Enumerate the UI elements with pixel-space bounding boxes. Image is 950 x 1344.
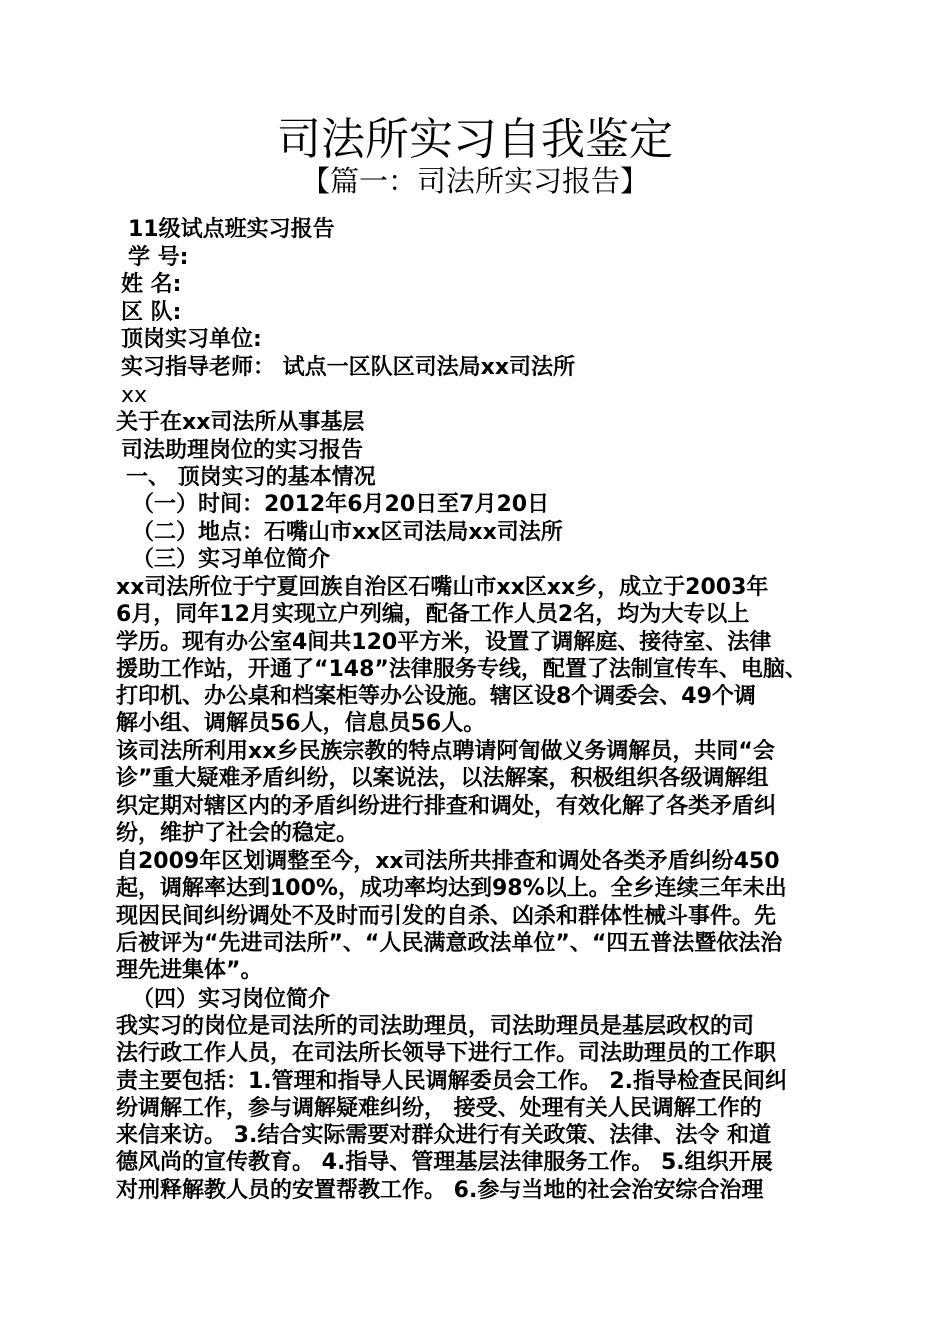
paragraph-line: 责主要包括：1.管理和指导人民调解委员会工作。 2.指导检查民间纠 [116, 1068, 787, 1094]
paragraph-line: 6月，同年12月实现立户列编，配备工作人员2名，均为大专以上 [116, 602, 750, 628]
paragraph-line: 打印机、办公桌和档案柜等办公设施。辖区设8个调委会、49个调 [116, 684, 756, 710]
paragraph-line: 学历。现有办公室4间共120平方米，设置了调解庭、接待室、法律 [116, 629, 772, 655]
paragraph-line: xx司法所位于宁夏回族自治区石嘴山市xx区xx乡，成立于2003年 [116, 575, 769, 600]
paragraph-line: 该司法所利用xx乡民族宗教的特点聘请阿訇做义务调解员，共同“会 [116, 739, 775, 764]
item-location: （二）地点：石嘴山市xx区司法局xx司法所 [132, 520, 563, 545]
paragraph-mediation [116, 738, 838, 847]
paragraph-line: 起，调解率达到100%，成功率均达到98%以上。全乡连续三年未出 [116, 876, 787, 902]
header-line-class: 11级试点班实习报告 [128, 217, 335, 242]
paragraph-line: 自2009年区划调整至今，xx司法所共排查和调处各类矛盾纠纷450 [116, 849, 780, 874]
header-line-student-id: 学 号: [128, 245, 189, 270]
document-subtitle: 【篇一：司法所实习报告】 [300, 164, 649, 198]
paragraph-line: 织定期对辖区内的矛盾纠纷进行排查和调处，有效化解了各类矛盾纠 [116, 793, 777, 819]
paragraph-line: 来信来访。 3.结合实际需要对群众进行有关政策、法律、法令 和道 [116, 1123, 771, 1149]
section-heading-1: 一、 顶岗实习的基本情况 [126, 465, 376, 490]
paragraph-line: 解小组、调解员56人，信息员56人。 [116, 711, 486, 737]
paragraph-line: 纷调解工作，参与调解疑难纠纷， 接受、处理有关人民调解工作的 [116, 1095, 762, 1121]
header-line-unit: 顶岗实习单位: [121, 327, 262, 352]
header-line-team: 区 队: [121, 300, 182, 325]
report-heading-line1: 关于在xx司法所从事基层 [116, 410, 365, 435]
paragraph-line: 德风尚的宣传教育。 4.指导、管理基层法律服务工作。 5.组织开展 [116, 1150, 773, 1176]
paragraph-line: 后被评为“先进司法所”、“人民满意政法单位”、“四五普法暨依法治 [116, 930, 783, 956]
paragraph-line: 纷，维护了社会的稳定。 [116, 820, 359, 846]
paragraph-position [116, 1013, 838, 1204]
paragraph-line: 诊”重大疑难矛盾纠纷，以案说法，以法解案，积极组织各级调解组 [116, 766, 769, 792]
paragraph-unit-intro [116, 574, 838, 738]
paragraph-line: 对刑释解教人员的安置帮教工作。 6.参与当地的社会治安综合治理 [116, 1177, 764, 1203]
header-line-xx: xx [121, 383, 148, 408]
item-position-intro: （四）实习岗位简介 [132, 987, 331, 1012]
item-unit-intro: （三）实习单位简介 [132, 547, 331, 572]
header-line-advisor: 实习指导老师： 试点一区队区司法局xx司法所 [121, 355, 576, 380]
paragraph-line: 理先进集体”。 [116, 958, 263, 984]
report-heading-line2: 司法助理岗位的实习报告 [121, 438, 364, 463]
item-time: （一）时间：2012年6月20日至7月20日 [132, 492, 550, 517]
paragraph-line: 现因民间纠纷调处不及时而引发的自杀、凶杀和群体性械斗事件。先 [116, 903, 777, 929]
paragraph-line: 援助工作站，开通了“148”法律服务专线，配置了法制宣传车、电脑、 [116, 656, 807, 682]
paragraph-line: 我实习的岗位是司法所的司法助理员，司法助理员是基层政权的司 [116, 1014, 755, 1039]
paragraph-line: 法行政工作人员，在司法所长领导下进行工作。司法助理员的工作职 [116, 1041, 777, 1067]
paragraph-achievements [116, 848, 838, 984]
header-line-name: 姓 名: [121, 272, 182, 297]
document-title: 司法所实习自我鉴定 [277, 114, 673, 165]
